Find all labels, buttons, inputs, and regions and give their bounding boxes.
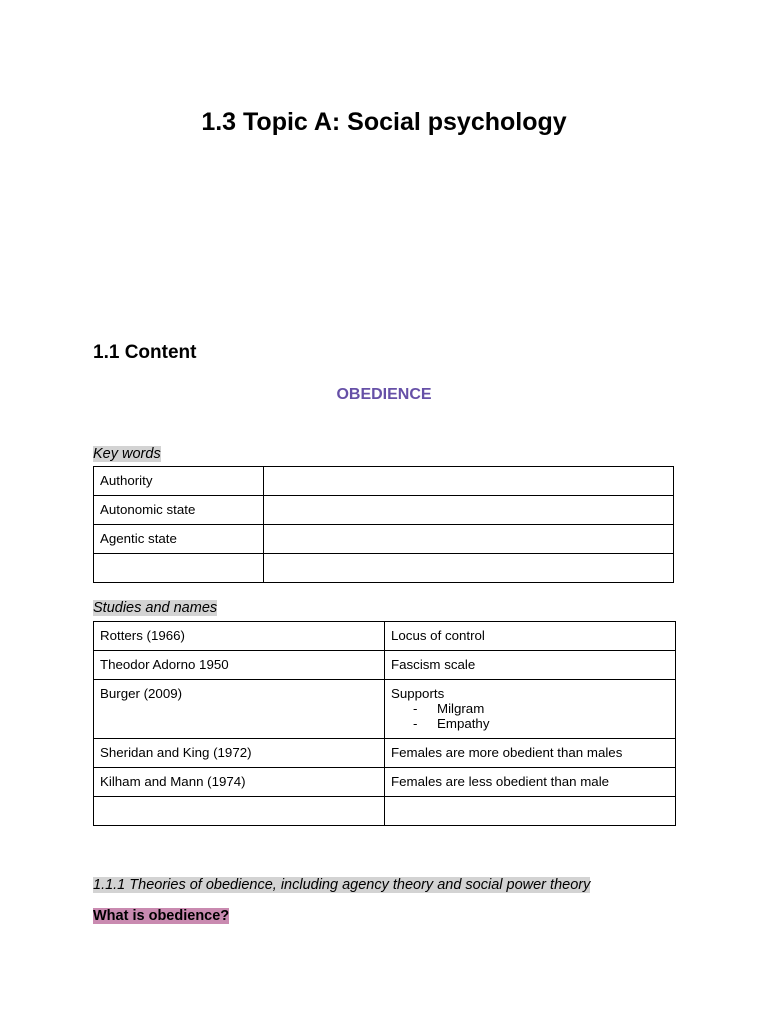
studies-label: Studies and names bbox=[93, 600, 218, 616]
key-word-definition[interactable] bbox=[264, 467, 674, 496]
question-heading: What is obedience? bbox=[93, 908, 230, 924]
key-words-label-wrap bbox=[93, 445, 161, 463]
key-word-definition[interactable] bbox=[264, 525, 674, 554]
table-row bbox=[94, 739, 676, 768]
key-word-term: Autonomic state bbox=[94, 496, 264, 525]
study-note: Females are less obedient than male bbox=[385, 768, 676, 797]
studies-table bbox=[93, 621, 676, 826]
question-wrap bbox=[93, 907, 229, 925]
subsection-heading-wrap bbox=[93, 876, 590, 894]
key-word-term[interactable] bbox=[94, 554, 264, 583]
table-row bbox=[94, 554, 674, 583]
table-row bbox=[94, 768, 676, 797]
table-row bbox=[94, 525, 674, 554]
list-item-label: Milgram bbox=[437, 701, 485, 716]
supports-list bbox=[391, 701, 669, 731]
study-name: Theodor Adorno 1950 bbox=[94, 651, 385, 680]
obedience-heading: OBEDIENCE bbox=[336, 386, 432, 403]
study-name: Burger (2009) bbox=[94, 680, 385, 739]
list-item bbox=[413, 716, 669, 731]
table-row bbox=[94, 680, 676, 739]
study-name: Rotters (1966) bbox=[94, 622, 385, 651]
study-note: Locus of control bbox=[385, 622, 676, 651]
table-row bbox=[94, 622, 676, 651]
section-heading: 1.1 Content bbox=[93, 342, 197, 363]
subsection-heading: 1.1.1 Theories of obedience, including agency theory and social power theory bbox=[93, 877, 591, 893]
key-word-term: Agentic state bbox=[94, 525, 264, 554]
list-item bbox=[413, 701, 669, 716]
studies-label-wrap bbox=[93, 599, 217, 617]
key-words-label: Key words bbox=[93, 446, 161, 462]
study-name[interactable] bbox=[94, 797, 385, 826]
dash-marker: - bbox=[413, 701, 418, 716]
key-word-definition[interactable] bbox=[264, 496, 674, 525]
key-word-definition[interactable] bbox=[264, 554, 674, 583]
study-note[interactable] bbox=[385, 797, 676, 826]
study-name: Sheridan and King (1972) bbox=[94, 739, 385, 768]
key-word-term: Authority bbox=[94, 467, 264, 496]
list-item-label: Empathy bbox=[437, 716, 490, 731]
table-row bbox=[94, 467, 674, 496]
table-row bbox=[94, 797, 676, 826]
table-row bbox=[94, 496, 674, 525]
table-row bbox=[94, 651, 676, 680]
study-note-cell bbox=[385, 680, 676, 739]
study-name: Kilham and Mann (1974) bbox=[94, 768, 385, 797]
dash-marker: - bbox=[413, 716, 418, 731]
study-note: Females are more obedient than males bbox=[385, 739, 676, 768]
page-title: 1.3 Topic A: Social psychology bbox=[201, 108, 567, 136]
study-note: Supports bbox=[391, 686, 445, 701]
study-note: Fascism scale bbox=[385, 651, 676, 680]
key-words-table bbox=[93, 466, 674, 583]
